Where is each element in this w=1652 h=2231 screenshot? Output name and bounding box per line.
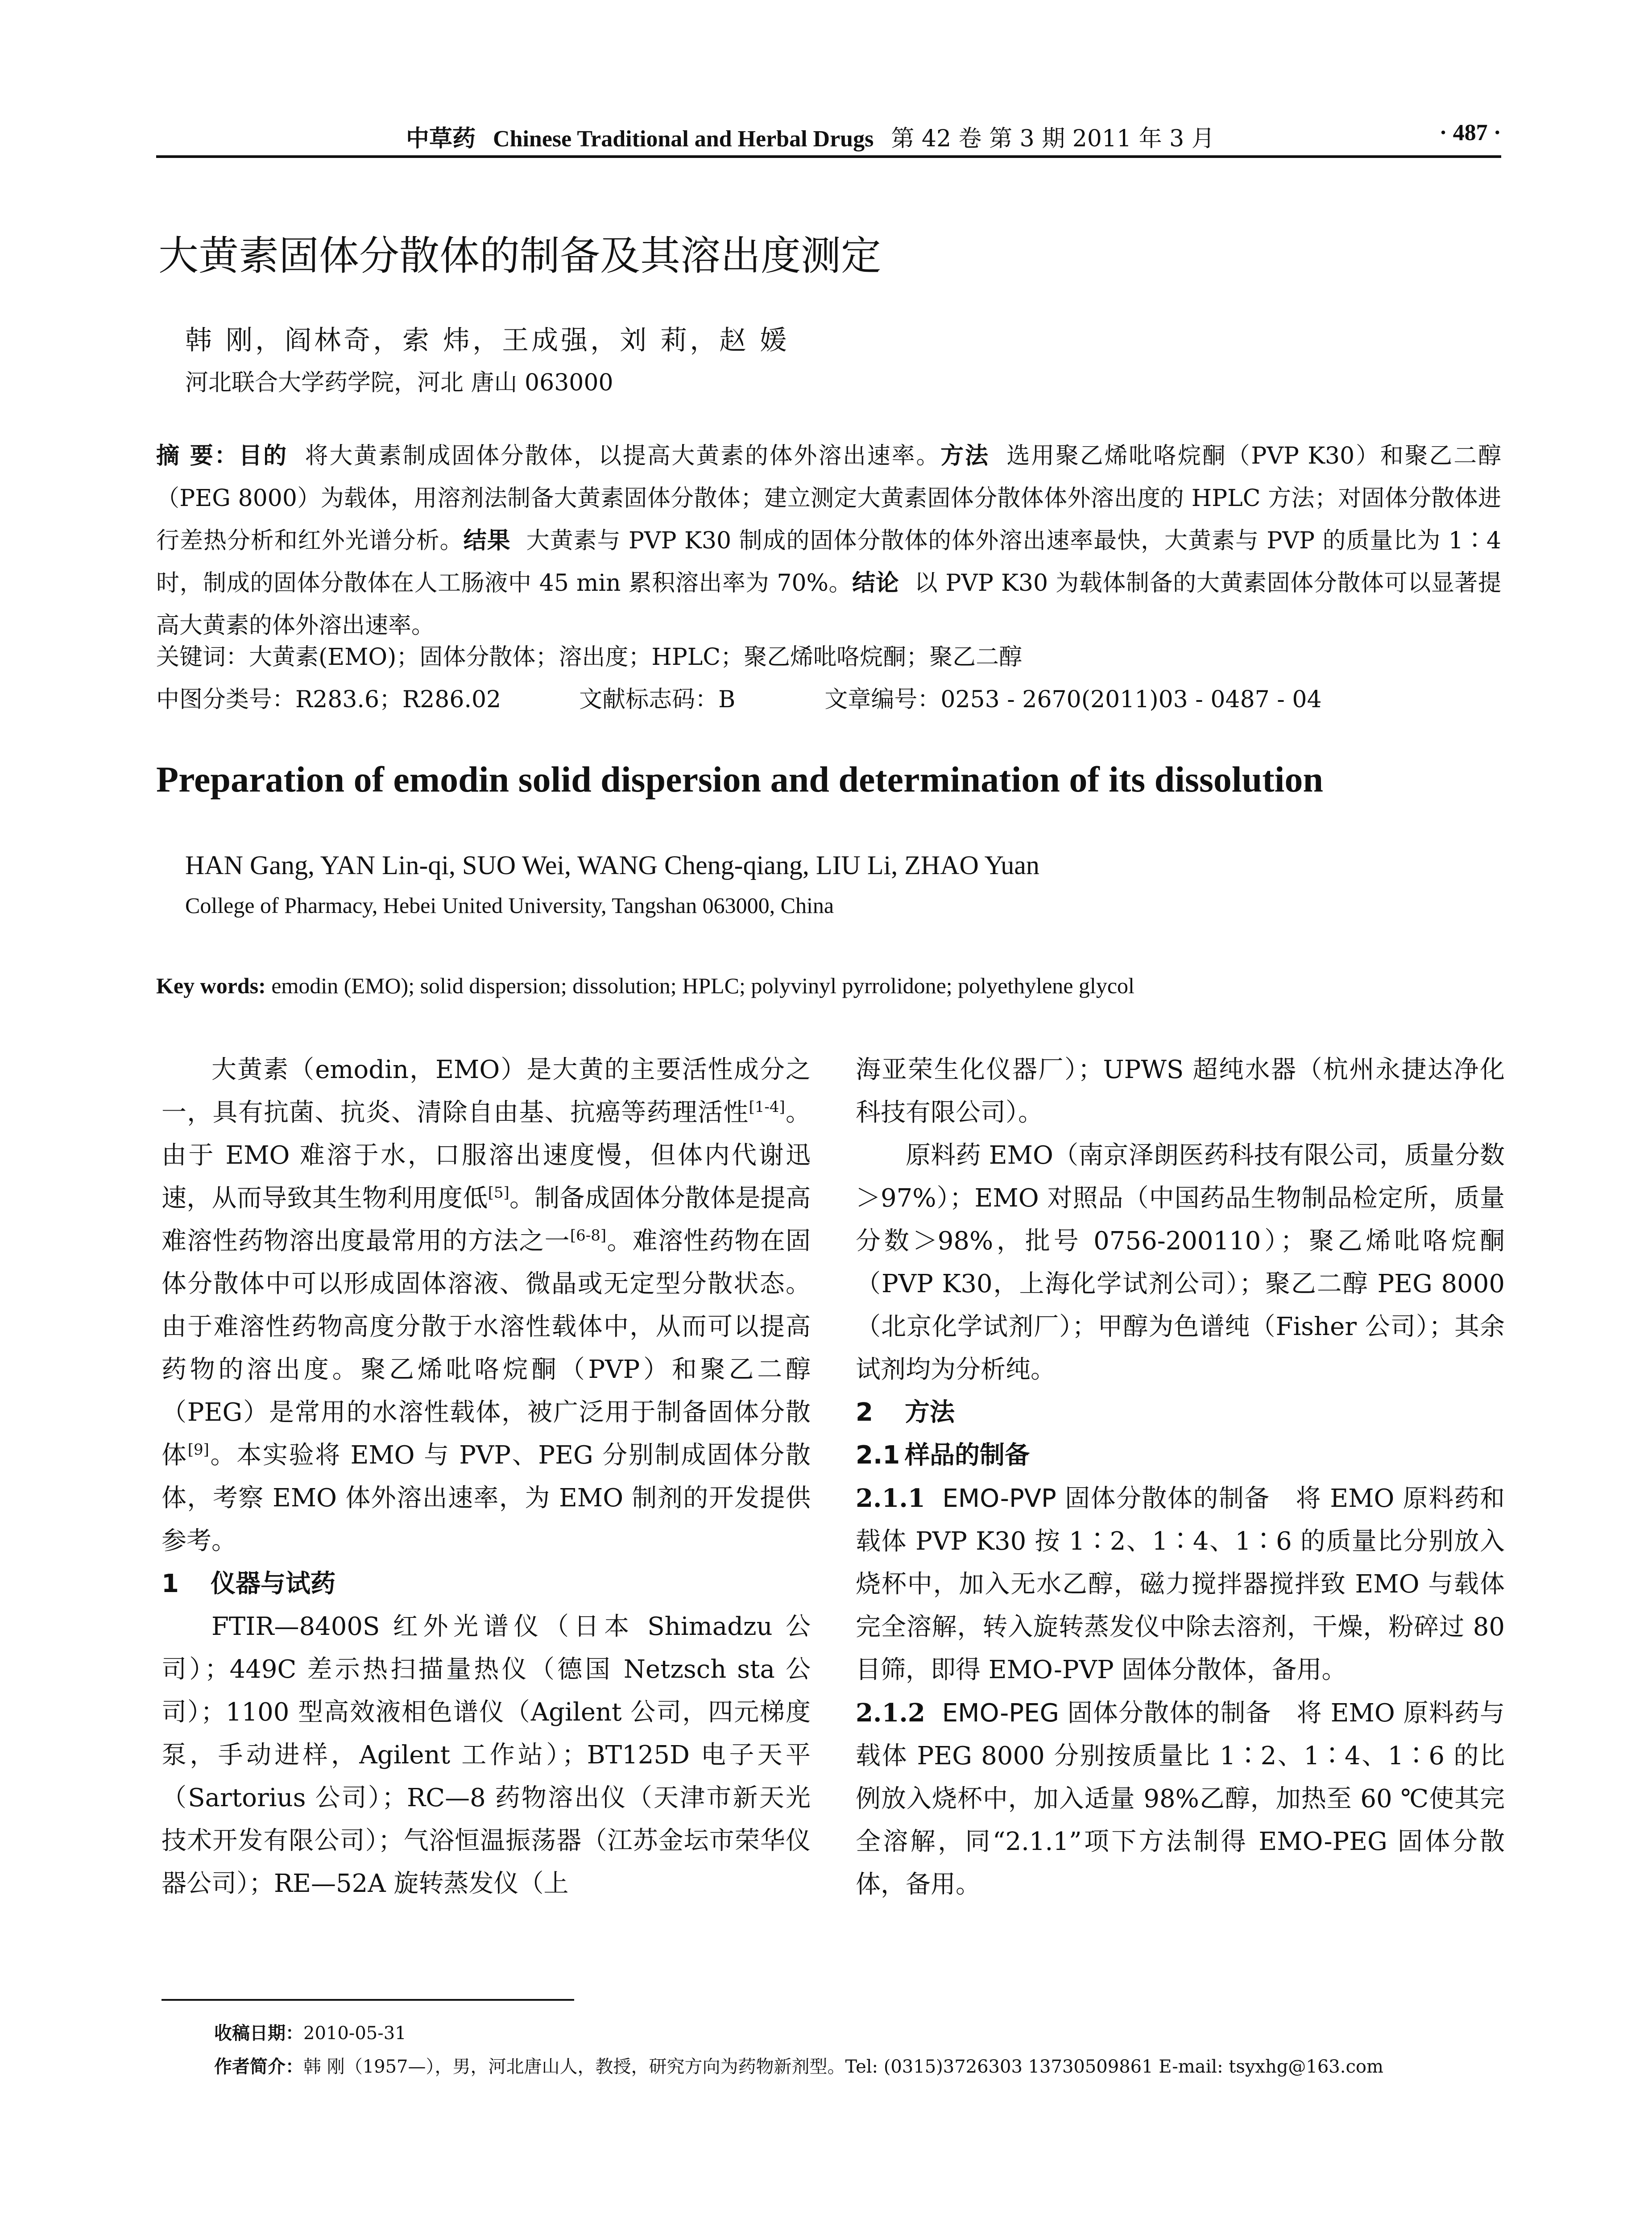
- footnote-author: 作者简介：韩 刚（1957—），男，河北唐山人，教授，研究方向为药物新剂型。Tel: (0315)3726303 13730509861 E-mail: tsyxhg@163.com: [214, 2057, 1383, 2077]
- objective-label: 目的: [239, 443, 288, 469]
- citation: [5]: [488, 1184, 509, 1202]
- conclusion-label: 结论: [852, 570, 899, 597]
- keywords-cn-text: 大黄素(EMO)；固体分散体；溶出度；HPLC；聚乙烯吡咯烷酮；聚乙二醇: [249, 644, 1023, 671]
- doc-code-label: 文献标志码：: [579, 686, 719, 713]
- affiliation-en: College of Pharmacy, Hebei United University, Tangshan 063000, China: [185, 893, 834, 918]
- instruments-paragraph: FTIR—8400S 红外光谱仪（日本 Shimadzu 公司）；449C 差示热扫描量热仪（德国 Netzsch sta 公司）；1100 型高效液相色谱仪（Agilent 公司，四元梯度泵，手动进样，Agilent 工作站）；BT125D 电子天平（Sartorius 公司）；RC—8 药物溶出仪（天津市新天光技术开发有限公司）；气浴恒温振荡器（江苏金坛市荣华仪器公司）；RE—52A 旋转蒸发仪（上: [161, 1612, 811, 1898]
- article-id-label: 文章编号：: [824, 686, 941, 713]
- subsection-heading-2-1: 2.1 样品的制备: [856, 1441, 1030, 1470]
- footnote-received: 收稿日期：2010-05-31: [214, 2023, 406, 2044]
- running-header: [156, 120, 1501, 151]
- citation: [6-8]: [570, 1227, 607, 1244]
- header-rule: [156, 155, 1501, 158]
- journal-issue: 第 42 卷 第 3 期 2011 年 3 月: [891, 125, 1215, 152]
- abstract-cn: [156, 435, 1501, 647]
- clc-value: R283.6；R286.02: [295, 686, 501, 713]
- reagents-paragraph: 原料药 EMO（南京泽朗医药科技有限公司，质量分数＞97%）；EMO 对照品（中国药品生物制品检定所，质量分数＞98%，批号 0756-200110）；聚乙烯吡咯烷酮（PVP K30，上海化学试剂公司）；聚乙二醇 PEG 8000（北京化学试剂厂）；甲醇为色谱纯（Fisher 公司）；其余试剂均为分析纯。: [856, 1141, 1505, 1384]
- journal-citation: [406, 120, 1215, 153]
- citation: [9]: [187, 1441, 209, 1459]
- methods-label: 方法: [940, 443, 990, 469]
- instruments-paragraph-cont: 海亚荣生化仪器厂）；UPWS 超纯水器（杭州永捷达净化科技有限公司）。: [856, 1055, 1505, 1127]
- abstract-objective: 将大黄素制成固体分散体，以提高大黄素的体外溶出速率。: [305, 443, 941, 469]
- keywords-cn-label: 关键词：: [156, 644, 249, 671]
- citation: [1-4]: [749, 1098, 785, 1116]
- body-column-right: [856, 1049, 1505, 1906]
- classification-line: [156, 680, 1322, 714]
- keywords-en: [156, 973, 1134, 999]
- section-heading-1: 1 仪器与试药: [161, 1569, 335, 1598]
- subsection-2-1-1: 2.1.1 EMO-PVP 固体分散体的制备 将 EMO 原料药和载体 PVP K30 按 1∶2、1∶4、1∶6 的质量比分别放入烧杯中，加入无水乙醇，磁力搅拌器搅拌致 EMO 与载体完全溶解，转入旋转蒸发仪中除去溶剂，干燥，粉碎过 80 目筛，即得 EMO-PVP 固体分散体，备用。: [856, 1484, 1505, 1684]
- keywords-cn: [156, 638, 1022, 672]
- abstract-methods: 选用聚乙烯吡咯烷酮（PVP K30）和聚乙二醇（PEG 8000）为载体，用溶剂法制备大黄素固体分散体；建立测定大黄素固体分散体体外溶出度的 HPLC 方法；对固体分散体进行差热分析和红外光谱分析。: [156, 443, 1501, 554]
- affiliation-cn: 河北联合大学药学院，河北 唐山 063000: [185, 369, 613, 396]
- abstract-results: 大黄素与 PVP K30 制成的固体分散体的体外溶出速率最快，大黄素与 PVP 的质量比为 1∶4 时，制成的固体分散体在人工肠液中 45 min 累积溶出率为 70%。: [156, 527, 1501, 597]
- subsection-2-1-2: 2.1.2 EMO-PEG 固体分散体的制备 将 EMO 原料药与载体 PEG 8000 分别按质量比 1∶2、1∶4、1∶6 的比例放入烧杯中，加入适量 98%乙醇，加热至 60 ℃使其完全溶解，同“2.1.1”项下方法制得 EMO-PEG 固体分散体，备用。: [856, 1698, 1505, 1899]
- body-column-left: [161, 1049, 811, 1905]
- section-heading-2: 2 方法: [856, 1398, 955, 1427]
- article-title-cn: 大黄素固体分散体的制备及其溶出度测定: [158, 232, 881, 279]
- doc-code-value: B: [718, 686, 736, 713]
- article-title-en: Preparation of emodin solid dispersion and determination of its dissolution: [156, 759, 1323, 800]
- keywords-en-text: emodin (EMO); solid dispersion; dissolution; HPLC; polyvinyl pyrrolidone; polyethylene glycol: [271, 973, 1134, 998]
- authors-en: HAN Gang, YAN Lin-qi, SUO Wei, WANG Cheng-qiang, LIU Li, ZHAO Yuan: [185, 850, 1039, 880]
- journal-name-cn: 中草药: [406, 126, 476, 152]
- abstract-conclusion: 以 PVP K30 为载体制备的大黄素固体分散体可以显著提高大黄素的体外溶出速率。: [156, 570, 1501, 639]
- journal-name-en: Chinese Traditional and Herbal Drugs: [493, 126, 874, 152]
- clc-label: 中图分类号：: [156, 686, 296, 713]
- article-id-value: 0253 - 2670(2011)03 - 0487 - 04: [940, 686, 1322, 713]
- intro-paragraph: 大黄素（emodin，EMO）是大黄的主要活性成分之一，具有抗菌、抗炎、清除自由基、抗癌等药理活性[1-4]。由于 EMO 难溶于水，口服溶出速度慢，但体内代谢迅速，从而导致其生物利用度低[5]。制备成固体分散体是提高难溶性药物溶出度最常用的方法之一[6-8]。难溶性药物在固体分散体中可以形成固体溶液、微晶或无定型分散状态。由于难溶性药物高度分散于水溶性载体中，从而可以提高药物的溶出度。聚乙烯吡咯烷酮（PVP）和聚乙二醇（PEG）是常用的水溶性载体，被广泛用于制备固体分散体[9]。本实验将 EMO 与 PVP、PEG 分别制成固体分散体，考察 EMO 体外溶出速率，为 EMO 制剂的开发提供参考。: [161, 1055, 811, 1555]
- results-label: 结果: [463, 527, 511, 554]
- page-number: · 487 ·: [1439, 120, 1501, 145]
- footnote-rule: [161, 1999, 574, 2001]
- keywords-en-label: Key words:: [156, 973, 266, 998]
- abstract-label: 摘 要：: [156, 443, 239, 469]
- authors-cn: 韩 刚，阎林奇，索 炜，王成强，刘 莉，赵 媛: [185, 325, 790, 356]
